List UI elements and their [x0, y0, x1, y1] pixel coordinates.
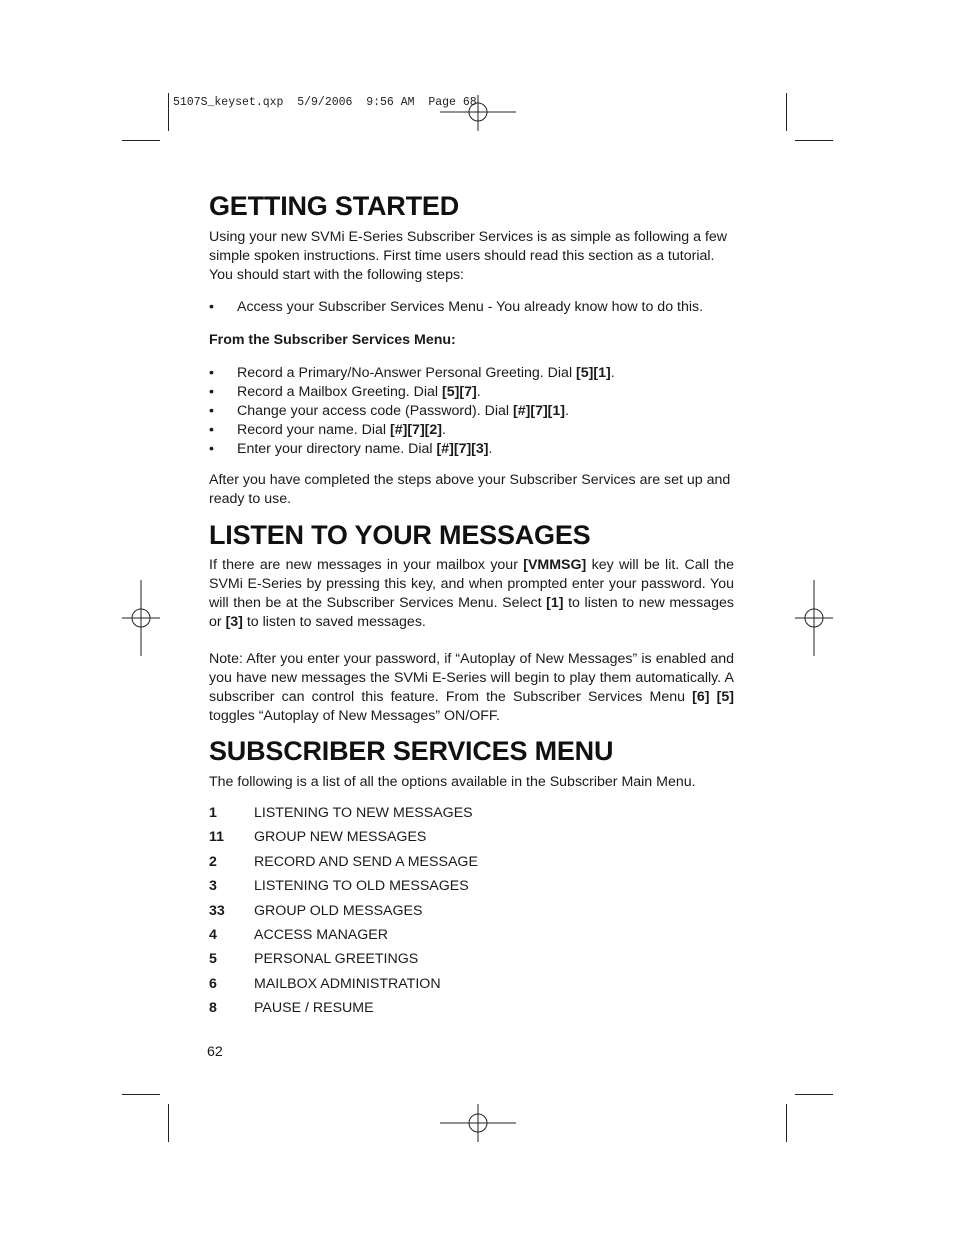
step-keys: [5][7] — [442, 384, 477, 400]
menu-intro: The following is a list of all the options available in the Subscriber Main Menu. — [209, 774, 696, 790]
menu-item — [209, 876, 478, 900]
crop-mark — [122, 140, 160, 141]
getting-started-outro: After you have completed the steps above your Subscriber Services are set up and ready to use. — [209, 472, 731, 507]
menu-item-number: 6 — [209, 975, 217, 992]
section-title-menu: SUBSCRIBER SERVICES MENU — [209, 736, 614, 766]
step-text: Change your access code (Password). Dial — [237, 403, 513, 419]
crop-mark — [795, 140, 833, 141]
autoplay-note — [209, 650, 734, 726]
list-item: • Change your access code (Password). Dial [#][7][1]. — [209, 403, 569, 419]
text-run: key will be lit. Call the SVMi E-Series by pressing this key, and when prompted enter your password. You will then be at the Subscriber Services Menu. Select — [209, 557, 734, 611]
crop-mark — [168, 1104, 169, 1142]
registration-mark-icon — [440, 1104, 516, 1142]
registration-mark-icon — [440, 95, 516, 131]
setup-steps-list — [209, 364, 734, 459]
menu-item — [209, 827, 478, 851]
list-item: • Enter your directory name. Dial [#][7][3]. — [209, 441, 493, 457]
bullet-icon: • — [209, 422, 214, 438]
subheading-from-menu: From the Subscriber Services Menu: — [209, 332, 456, 348]
key-label: [3] — [225, 614, 243, 630]
menu-item-label: RECORD AND SEND A MESSAGE — [254, 853, 478, 870]
menu-item-number: 33 — [209, 902, 225, 919]
menu-item-label: MAILBOX ADMINISTRATION — [254, 975, 441, 992]
first-step-list — [209, 298, 734, 317]
menu-item — [209, 901, 478, 925]
bullet-icon: • — [209, 384, 214, 400]
menu-item-label: GROUP NEW MESSAGES — [254, 829, 427, 846]
section-title-getting-started: GETTING STARTED — [209, 191, 459, 221]
menu-item-label: LISTENING TO NEW MESSAGES — [254, 805, 473, 821]
step-text: Enter your directory name. Dial — [237, 441, 437, 457]
menu-item-number: 1 — [209, 805, 217, 821]
listen-paragraph — [209, 556, 734, 632]
menu-item — [209, 852, 478, 876]
key-label: [VMMSG] — [523, 557, 587, 573]
bullet-icon: • — [209, 299, 214, 315]
menu-item-number: 2 — [209, 853, 217, 870]
menu-item — [209, 925, 478, 949]
menu-item-label: PERSONAL GREETINGS — [254, 951, 419, 968]
bullet-icon: • — [209, 403, 214, 419]
menu-item-number: 4 — [209, 926, 217, 943]
bullet-icon: • — [209, 441, 214, 457]
getting-started-intro: Using your new SVMi E-Series Subscriber Services is as simple as following a few simple spoken instructions. First time users should read this section as a tutorial. You should start with the following steps: — [209, 229, 728, 283]
step-keys: [5][1] — [576, 365, 611, 381]
menu-item-label: LISTENING TO OLD MESSAGES — [254, 878, 469, 895]
page-number: 62 — [207, 1044, 223, 1060]
list-item — [209, 298, 734, 317]
menu-item-number: 5 — [209, 951, 217, 968]
text-run: toggles “Autoplay of New Messages” ON/OFF. — [209, 708, 500, 724]
key-label: [6] — [692, 689, 710, 705]
printer-slug: 5107S_keyset.qxp 5/9/2006 9:56 AM Page 68 — [173, 96, 477, 109]
bullet-icon: • — [209, 365, 214, 381]
key-label: [5] — [716, 689, 734, 705]
registration-mark-icon — [122, 580, 160, 656]
list-item: • Record your name. Dial [#][7][2]. — [209, 422, 446, 438]
menu-item-number: 8 — [209, 1000, 217, 1017]
menu-item — [209, 974, 478, 998]
step-keys: [#][7][2] — [389, 422, 443, 438]
text-run: If there are new messages in your mailbox your — [209, 557, 524, 573]
step-keys: [#][7][1] — [513, 403, 566, 419]
step-keys: [#][7][3] — [436, 441, 489, 457]
crop-mark — [786, 93, 787, 131]
menu-item-number: 3 — [209, 878, 217, 895]
crop-mark — [786, 1104, 787, 1142]
list-item: • Record a Mailbox Greeting. Dial [5][7]. — [209, 384, 481, 400]
subscriber-menu-list — [209, 803, 478, 1023]
menu-item — [209, 949, 478, 973]
crop-mark — [122, 1094, 160, 1095]
menu-item-label: ACCESS MANAGER — [254, 926, 389, 943]
registration-mark-icon — [795, 580, 833, 656]
step-text: Record a Mailbox Greeting. Dial — [237, 384, 443, 400]
text-run: to listen to new messages or — [209, 595, 734, 630]
step-text: Record a Primary/No-Answer Personal Greeting. Dial — [237, 365, 577, 381]
section-title-listen: LISTEN TO YOUR MESSAGES — [209, 520, 591, 550]
text-run: Note: After you enter your password, if “Autoplay of New Messages” is enabled and you have new messages the SVMi E-Series will begin to play them automatically. A subscriber can control this feature. From the Subscriber Services Menu — [209, 651, 734, 705]
list-item: • Record a Primary/No-Answer Personal Greeting. Dial [5][1]. — [209, 365, 615, 381]
key-label: [1] — [546, 595, 564, 611]
crop-mark — [168, 93, 169, 131]
crop-mark — [795, 1094, 833, 1095]
step-text: Record your name. Dial — [237, 422, 390, 438]
menu-item — [209, 998, 478, 1022]
text-run: to listen to saved messages. — [242, 614, 426, 630]
list-item-text: Access your Subscriber Services Menu - You already know how to do this. — [237, 299, 704, 315]
menu-item-number: 11 — [209, 829, 224, 846]
menu-item-label: GROUP OLD MESSAGES — [254, 902, 423, 919]
menu-item — [209, 803, 478, 827]
menu-item-label: PAUSE / RESUME — [254, 1000, 374, 1017]
